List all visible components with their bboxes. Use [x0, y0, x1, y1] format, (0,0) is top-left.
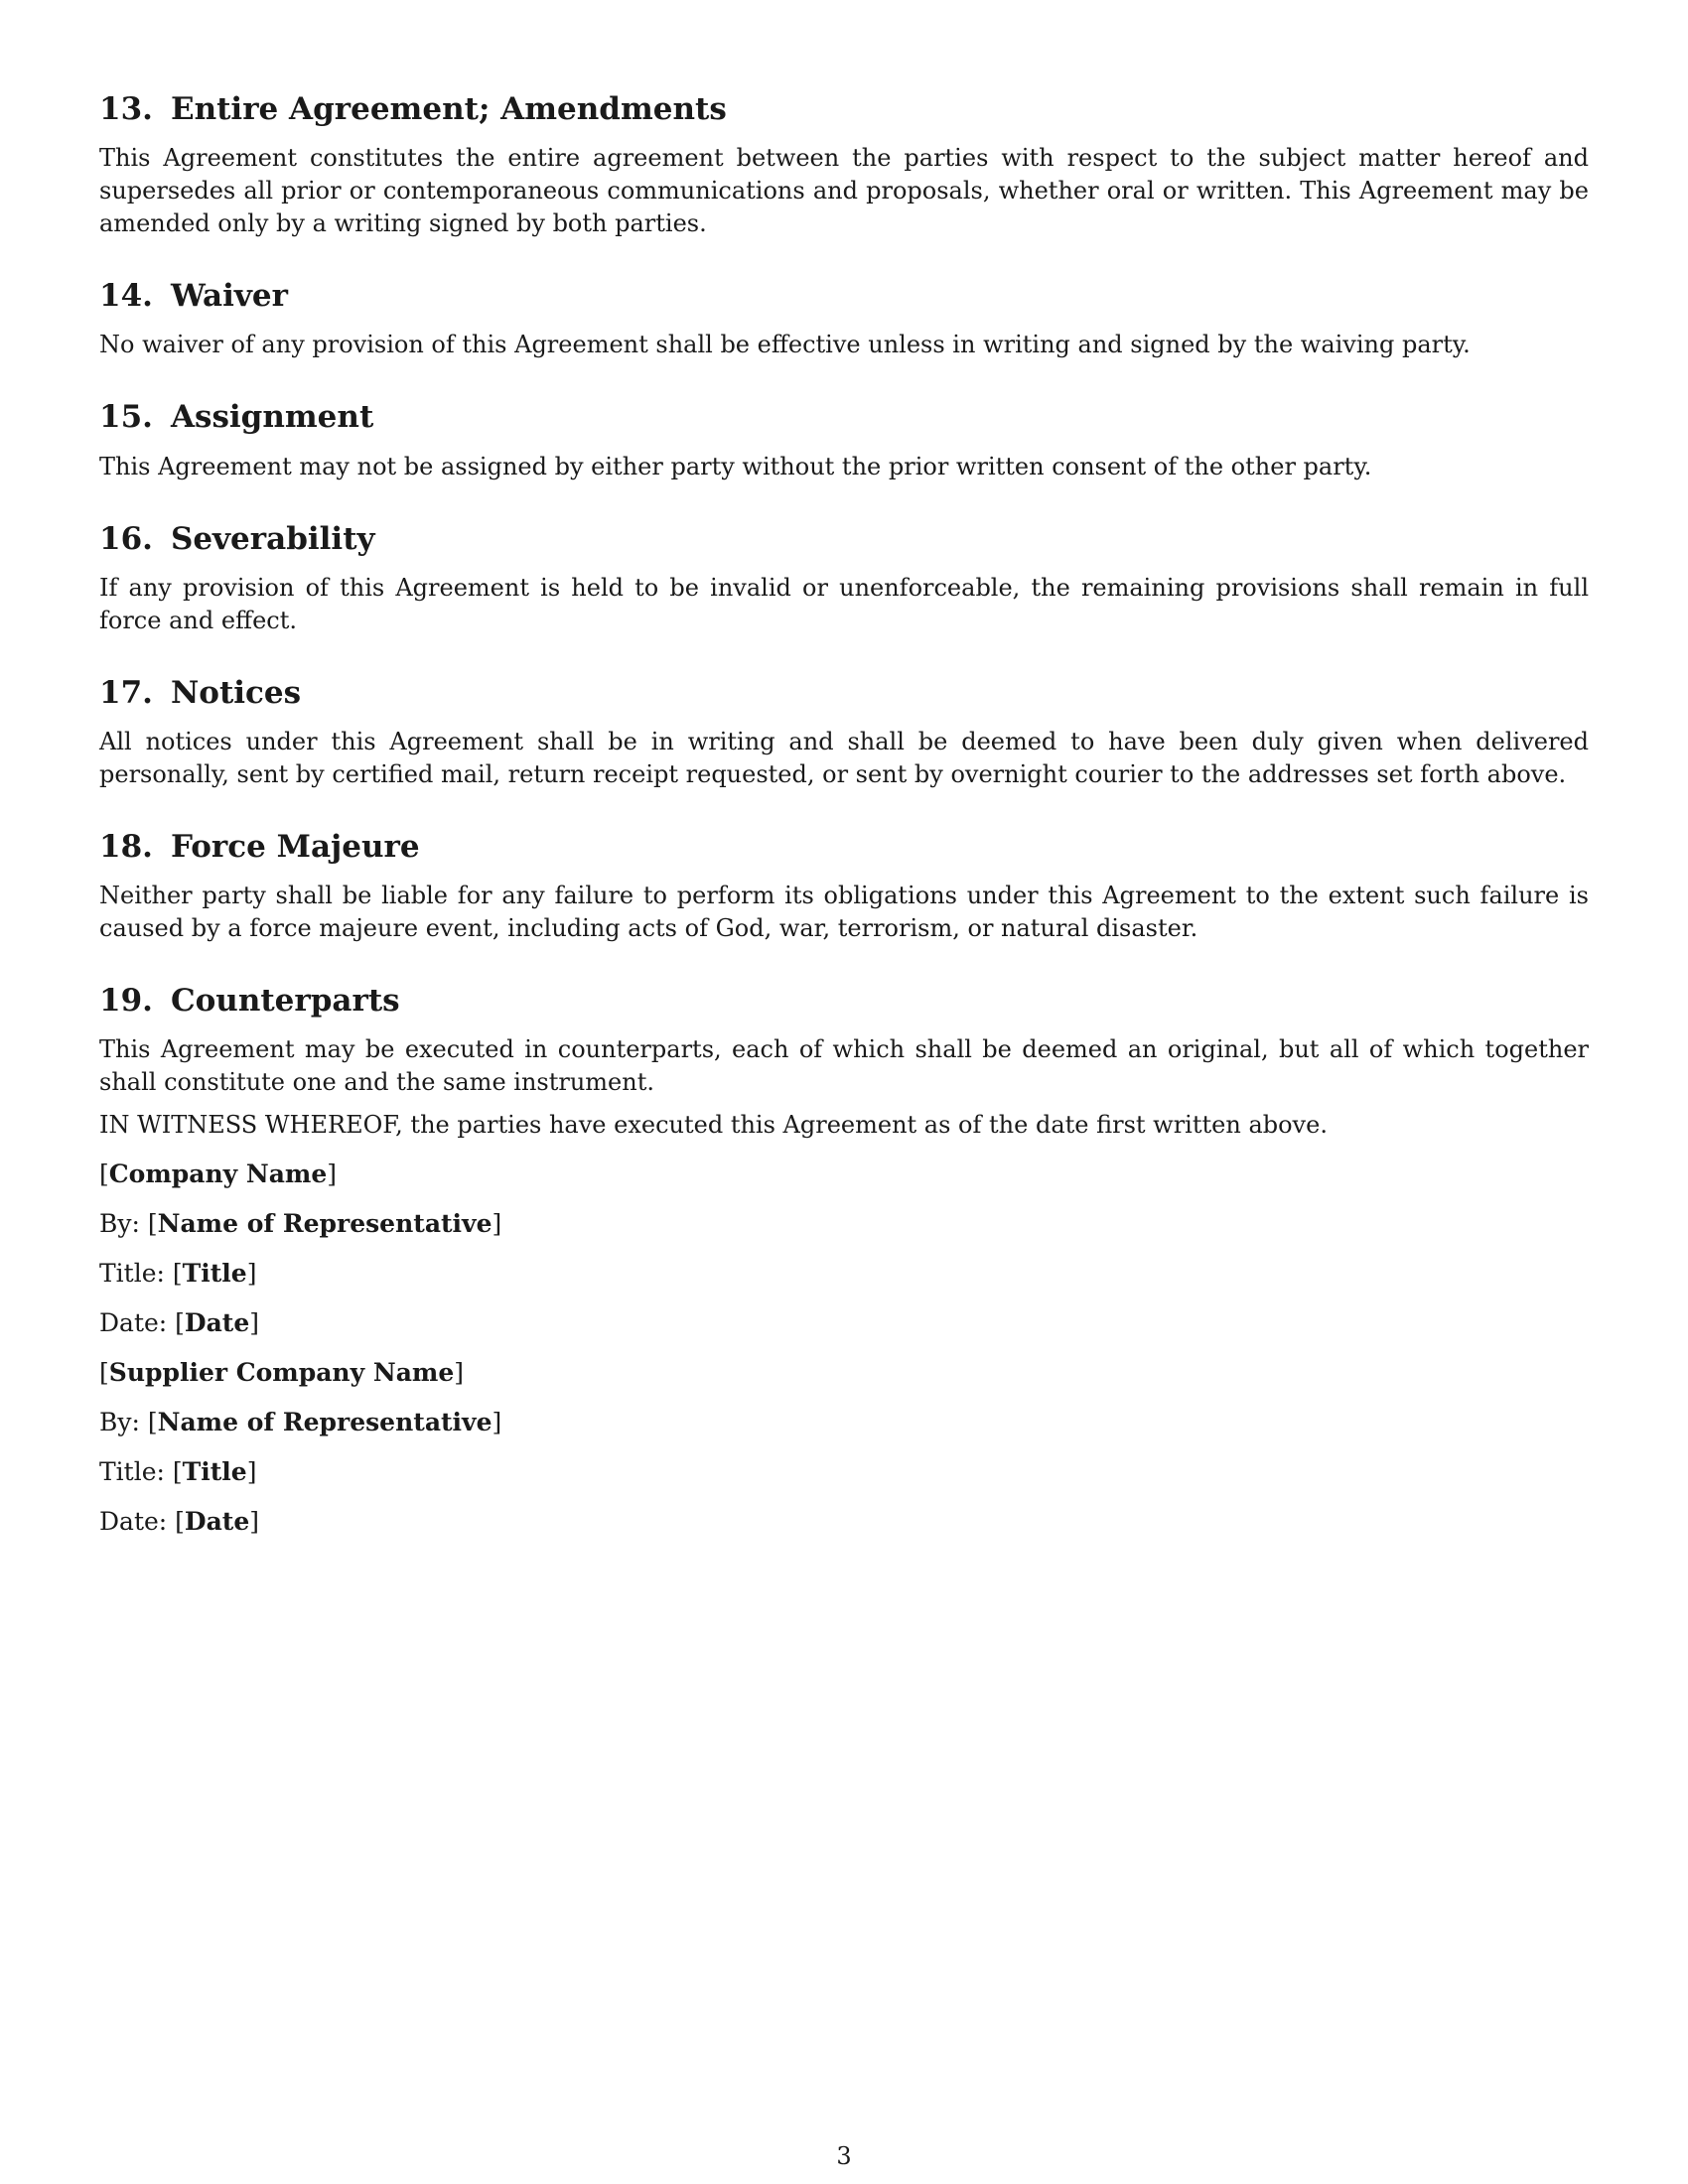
section-body: No waiver of any provision of this Agreement shall be effective unless in writing and signed by the waiving party.: [99, 331, 1471, 359]
section-counterparts: [99, 983, 1589, 1099]
representative-name: Name of Representative: [157, 1408, 492, 1437]
section-title: Severability: [170, 520, 375, 557]
company-name-line: [Company Name]: [99, 1160, 338, 1189]
supplier-title-line: Title: [Title]: [99, 1457, 257, 1487]
section-heading: [99, 91, 1589, 128]
section-title: Waiver: [170, 278, 288, 315]
section-assignment: [99, 399, 1589, 482]
section-body: This Agreement constitutes the entire agreement between the parties with respect to the subject matter hereof and supersedes all prior or contemporaneous communications and proposals, whether oral or written. This Agreement may be amended only by a writing signed by both parties.: [99, 144, 1589, 238]
section-number: 15.: [99, 399, 153, 436]
section-force-majeure: [99, 829, 1589, 945]
signature-date: Date: [184, 1308, 250, 1338]
by-label: By:: [99, 1408, 140, 1437]
section-title: Notices: [170, 674, 302, 711]
company-title-line: Title: [Title]: [99, 1259, 257, 1289]
representative-title: Title: [182, 1259, 247, 1289]
section-heading: [99, 521, 1589, 558]
by-label: By:: [99, 1209, 140, 1239]
date-label: Date:: [99, 1308, 168, 1338]
section-body: This Agreement may be executed in counterparts, each of which shall be deemed an original, but all of which together shall constitute one and the same instrument.: [99, 1035, 1589, 1097]
supplier-by-line: By: [Name of Representative]: [99, 1408, 502, 1437]
section-body: This Agreement may not be assigned by either party without the prior written consent of the other party.: [99, 452, 1372, 480]
section-heading: [99, 675, 1589, 712]
section-waiver: [99, 278, 1589, 361]
section-notices: [99, 675, 1589, 791]
signature-date: Date: [184, 1507, 250, 1537]
section-body: All notices under this Agreement shall be in writing and shall be deemed to have been duly given when delivered personally, sent by certified mail, return receipt requested, or sent by overnight courier to the addresses set forth above.: [99, 727, 1589, 788]
company-name: Company Name: [108, 1160, 328, 1189]
witness-statement: IN WITNESS WHEREOF, the parties have executed this Agreement as of the date first written above.: [99, 1111, 1328, 1140]
section-number: 19.: [99, 983, 153, 1020]
supplier-company-name: Supplier Company Name: [108, 1358, 455, 1388]
page-number: 3: [836, 2142, 852, 2170]
section-entire-agreement: [99, 91, 1589, 240]
section-number: 14.: [99, 278, 153, 315]
section-number: 16.: [99, 520, 153, 557]
supplier-name-line: [Supplier Company Name]: [99, 1358, 465, 1388]
section-body: If any provision of this Agreement is held to be invalid or unenforceable, the remaining provisions shall remain in full force and effect.: [99, 573, 1589, 634]
section-title: Force Majeure: [170, 828, 420, 865]
section-heading: [99, 399, 1589, 436]
title-label: Title:: [99, 1457, 165, 1487]
representative-name: Name of Representative: [157, 1209, 492, 1239]
document-page: [99, 91, 1589, 1555]
section-title: Entire Agreement; Amendments: [170, 91, 727, 127]
section-heading: [99, 983, 1589, 1020]
title-label: Title:: [99, 1259, 165, 1289]
section-number: 13.: [99, 91, 153, 127]
section-heading: [99, 278, 1589, 315]
section-number: 18.: [99, 828, 153, 865]
company-date-line: Date: [Date]: [99, 1308, 260, 1338]
section-title: Assignment: [170, 399, 374, 436]
section-body: Neither party shall be liable for any failure to perform its obligations under this Agreement to the extent such failure is caused by a force majeure event, including acts of God, war, terrorism, or natural disaster.: [99, 882, 1589, 943]
signature-block-supplier: [99, 1356, 1589, 1538]
section-heading: [99, 829, 1589, 866]
representative-title: Title: [182, 1457, 247, 1487]
section-title: Counterparts: [170, 983, 400, 1020]
supplier-date-line: Date: [Date]: [99, 1507, 260, 1537]
date-label: Date:: [99, 1507, 168, 1537]
section-severability: [99, 521, 1589, 637]
section-number: 17.: [99, 674, 153, 711]
signature-block-company: [99, 1158, 1589, 1339]
company-by-line: By: [Name of Representative]: [99, 1209, 502, 1239]
